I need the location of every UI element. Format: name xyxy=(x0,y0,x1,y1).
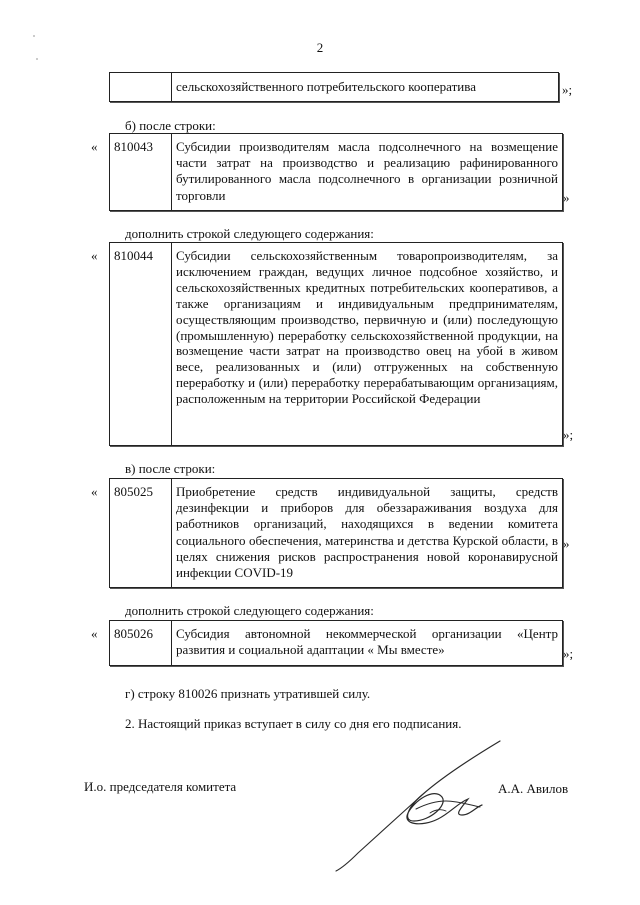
table-row-1 xyxy=(109,133,563,211)
closing-quote: » xyxy=(563,190,570,205)
closing-quote: »; xyxy=(562,82,573,97)
section-caption: в) после строки: xyxy=(125,461,216,476)
description-cell: Субсидии производителям масла подсолнечного на возмещение части затрат на производство и реализацию рафинированного бутилированного масла подсолнечного в организации розничной торговли xyxy=(176,139,558,203)
code-cell: 805026 xyxy=(110,621,172,665)
description-cell: сельскохозяйственного потребительского кооператива xyxy=(176,79,476,94)
signer-name: А.А. Авилов xyxy=(498,781,569,796)
scan-speck-1 xyxy=(33,35,35,37)
scan-speck-2 xyxy=(36,58,38,60)
closing-quote: » xyxy=(563,536,570,551)
description-cell: Приобретение средств индивидуальной защиты, средств дезинфекции и приборов для обеззараживания воздуха для работников организаций, находящихся в ведении комитета социального обеспечения, материнства и детства Курской области, в целях снижения рисков распространения новой коронавирусной инфекции COVID-19 xyxy=(176,484,558,581)
item-2: 2. Настоящий приказ вступает в силу со дня его подписания. xyxy=(125,716,462,731)
code-cell: 810044 xyxy=(110,243,172,445)
table-row-3 xyxy=(109,478,563,588)
signer-title: И.о. председателя комитета xyxy=(84,779,237,794)
code-cell xyxy=(110,73,172,101)
page-number: 2 xyxy=(316,40,324,55)
section-caption: дополнить строкой следующего содержания: xyxy=(125,226,374,241)
opening-quote: « xyxy=(91,484,98,499)
opening-quote: « xyxy=(91,139,98,154)
handwritten-signature xyxy=(330,735,510,875)
opening-quote: « xyxy=(91,626,98,641)
closing-quote: »; xyxy=(563,646,574,661)
description-cell: Субсидия автономной некоммерческой организации «Центр развития и социальной адаптации « Мы вместе» xyxy=(176,626,558,658)
opening-quote: « xyxy=(91,248,98,263)
code-cell: 805025 xyxy=(110,479,172,587)
item-g: г) строку 810026 признать утратившей силу. xyxy=(125,686,371,701)
section-caption: дополнить строкой следующего содержания: xyxy=(125,603,374,618)
table-row-4 xyxy=(109,620,563,666)
table-row-0 xyxy=(109,72,559,102)
section-caption: б) после строки: xyxy=(125,118,216,133)
closing-quote: »; xyxy=(563,427,574,442)
code-cell: 810043 xyxy=(110,134,172,210)
description-cell: Субсидии сельскохозяйственным товаропроизводителям, за исключением граждан, ведущих личное подсобное хозяйство, и сельскохозяйственных кредитных потребительских кооперативов, а также организациям и индивидуальным предпринимателям, осуществляющим производство, первичную и (или) последующую (промышленную) переработку сельскохозяйственной продукции, на возмещение части затрат на производство овец на убой в живом весе, реализованных и (или) отгруженных на собственную переработку и (или) переработку перерабатывающим организациям, расположенным на территории Российской Федерации xyxy=(176,248,558,407)
table-row-2 xyxy=(109,242,563,446)
